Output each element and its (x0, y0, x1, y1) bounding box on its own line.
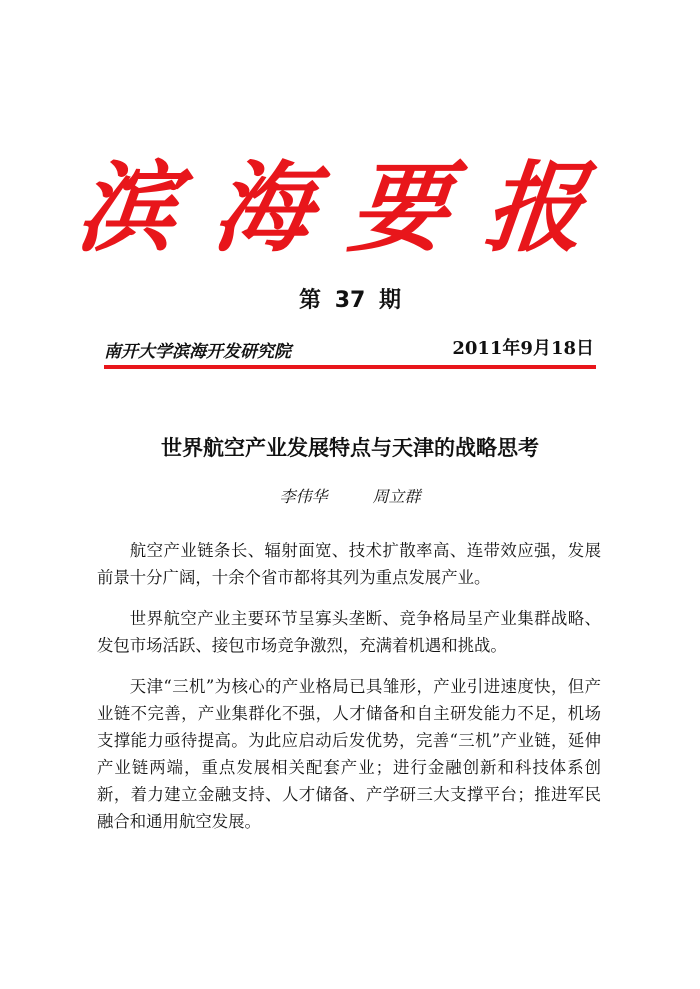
article-paragraph: 航空产业链条长、辐射面宽、技术扩散率高、连带效应强，发展前景十分广阔，十余个省市都将其列为重点发展产业。 (97, 541, 601, 587)
issue-number (0, 283, 700, 314)
article-paragraph: 天津“三机”为核心的产业格局已具雏形，产业引进速度快，但产业链不完善，产业集群化不强，人才储备和自主研发能力不足，机场支撑能力亟待提高。为此应启动后发优势，完善“三机”产业链，延伸产业链两端，重点发展相关配套产业；进行金融创新和科技体系创新，着力建立金融支持、人才储备、产学研三大支撑平台；推进军民融合和通用航空发展。 (97, 677, 601, 831)
article-paragraph: 世界航空产业主要环节呈寡头垄断、竞争格局呈产业集群战略、发包市场活跃、接包市场竞争激烈，充满着机遇和挑战。 (97, 609, 601, 655)
article-body (97, 537, 601, 849)
issue-suffix: 期 (378, 288, 401, 313)
issue-prefix: 第 (299, 288, 322, 313)
article-title: 世界航空产业发展特点与天津的战略思考 (161, 436, 539, 460)
author-name: 周立群 (372, 487, 421, 506)
publisher-name: 南开大学滨海开发研究院 (104, 342, 291, 362)
header-divider (104, 365, 596, 369)
author-name: 李伟华 (279, 487, 328, 506)
issue-number-value: 37 (334, 288, 366, 313)
publication-date: 2011年9月18日 (452, 338, 594, 359)
masthead-title: 滨海要报 (71, 151, 629, 266)
article-authors (0, 484, 700, 507)
